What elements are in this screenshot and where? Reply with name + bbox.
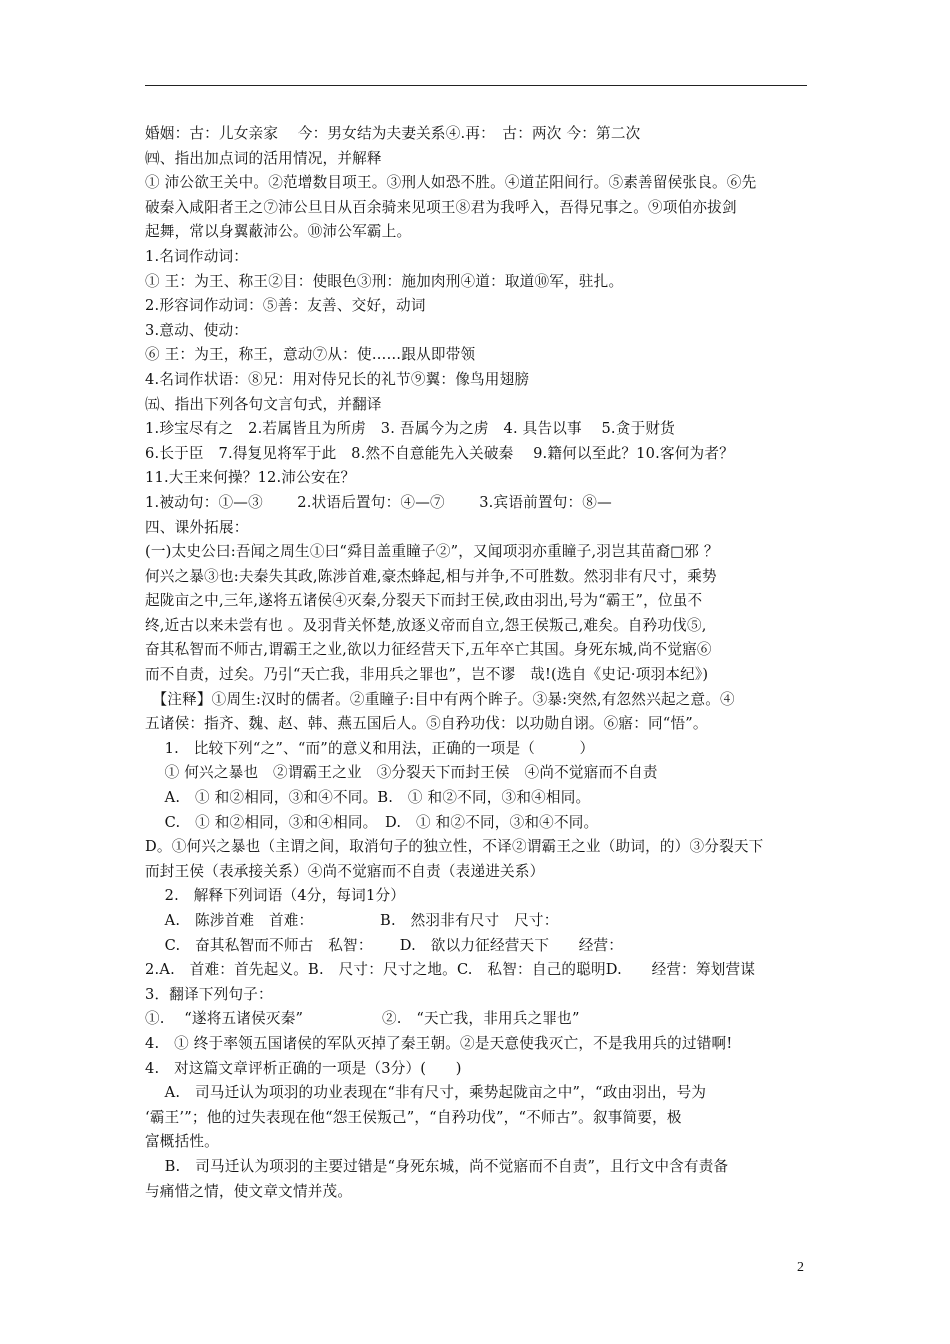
text-line: C. ① 和②相同，③和④相同。 D. ① 和②不同，③和④不同。 xyxy=(145,813,599,831)
text-line: 11.大王来何操？12.沛公安在？ xyxy=(145,469,356,487)
text-line: 4. ① 终于率领五国诸侯的军队灭掉了秦王朝。②是天意使我灭亡，不是我用兵的过错啊! xyxy=(145,1034,733,1052)
text-line: 奋其私智而不师古,谓霸王之业,欲以力征经营天下,五年卒亡其国。身死东城,尚不觉寤⑥ xyxy=(145,641,712,659)
text-line: B. 司马迁认为项羽的主要过错是“身死东城，尚不觉寤而不自责”，且行文中含有责备 xyxy=(145,1157,729,1175)
text-line: A. ① 和②相同，③和④不同。B. ① 和②不同，③和④相同。 xyxy=(145,789,591,807)
text-line: (一)太史公曰:吾闻之周生①曰“舜目盖重瞳子②”，又闻项羽亦重瞳子,羽岂其苗裔□邪 ？ xyxy=(145,543,719,561)
text-line: ㈣、指出加点词的活用情况，并解释 xyxy=(145,149,382,167)
text-line: ⑥ 王：为王，称王，意动⑦从：使……跟从即带领 xyxy=(145,346,476,364)
text-line: 何兴之暴③也:夫秦失其政,陈涉首难,豪杰蜂起,相与并争,不可胜数。然羽非有尺寸，乘势 xyxy=(145,567,717,585)
text-line: C. 奋其私智而不师古 私智： D. 欲以力征经营天下 经营： xyxy=(145,936,624,954)
text-line: 3．翻译下列句子： xyxy=(145,985,273,1003)
text-line: 起陇亩之中,三年,遂将五诸侯④灭秦,分裂天下而封王侯,政由羽出,号为“霸王”，位虽不 xyxy=(145,592,703,610)
text-line: 起舞，常以身翼蔽沛公。⑩沛公军霸上。 xyxy=(145,223,412,241)
text-line: ① 沛公欲王关中。②范增数目项王。③刑人如恐不胜。④道芷阳间行。⑤素善留侯张良。⑥先 xyxy=(145,174,757,192)
text-line: 1.名词作动词： xyxy=(145,247,249,265)
text-line: 4.名词作状语：⑧兄：用对侍兄长的礼节⑨翼：像鸟用翅膀 xyxy=(145,370,530,388)
text-line: D。①何兴之暴也（主谓之间，取消句子的独立性，不译②谓霸王之业（助词，的）③分裂天下 xyxy=(145,838,764,856)
header-rule xyxy=(145,85,807,86)
page-number: 2 xyxy=(797,1260,804,1275)
text-line: ‘霸王’”；他的过失表现在他“怨王侯叛己”，“自矜功伐”，“不师古”。叙事简要，极 xyxy=(145,1108,682,1126)
text-line: 3.意动、使动： xyxy=(145,321,249,339)
text-line: 2.A. 首难：首先起义。B. 尺寸：尺寸之地。C. 私智：自己的聪明D. 经营：筹划营谋 xyxy=(145,961,756,979)
text-line: 【注释】①周生:汉时的儒者。②重瞳子:目中有两个眸子。③暴:突然,有忽然兴起之意。④ xyxy=(145,690,735,708)
text-line: A. 陈涉首难 首难： B. 然羽非有尺寸 尺寸： xyxy=(145,912,559,929)
text-line: 而不自责，过矣。乃引“天亡我，非用兵之罪也”，岂不谬 哉!(选自《史记·项羽本纪》) xyxy=(145,666,709,684)
text-line: 6.长于臣 7.得复见将军于此 8.然不自意能先入关破秦 9.籍何以至此？10.客何为者？ xyxy=(145,444,734,462)
text-line: 终,近古以来未尝有也 。及羽背关怀楚,放逐义帝而自立,怨王侯叛己,难矣。自矜功伐⑤, xyxy=(145,616,707,634)
text-line: 1. 比较下列“之”、“而”的意义和用法，正确的一项是（ ） xyxy=(145,739,595,757)
text-line: 1.珍宝尽有之 2.若属皆且为所虏 3. 吾属今为之虏 4. 具告以事 5.贪于财货 xyxy=(145,420,675,438)
text-line: 五诸侯：指齐、魏、赵、韩、燕五国后人。⑤自矜功伐：以功勋自诩。⑥寤：同“悟”。 xyxy=(145,715,708,733)
text-line: ㈤、指出下列各句文言句式，并翻译 xyxy=(145,395,382,413)
text-line: ① 何兴之暴也 ②谓霸王之业 ③分裂天下而封王侯 ④尚不觉寤而不自责 xyxy=(145,764,658,782)
text-line: A. 司马迁认为项羽的功业表现在“非有尺寸，乘势起陇亩之中”，“政由羽出，号为 xyxy=(145,1084,707,1102)
text-line: 2.形容词作动词：⑤善：友善、交好，动词 xyxy=(145,297,426,315)
text-line: 四、课外拓展： xyxy=(145,518,249,536)
text-line: 1.被动句：①—③ 2.状语后置句：④—⑦ 3.宾语前置句：⑧— xyxy=(145,493,612,511)
text-line: ①. “遂将五诸侯灭秦” ②. “天亡我，非用兵之罪也” xyxy=(145,1010,580,1028)
text-line: 富概括性。 xyxy=(145,1133,219,1151)
text-line: 婚姻：古：儿女亲家 今：男女结为夫妻关系④.再： 古：两次 今：第二次 xyxy=(145,125,641,142)
text-line: 破秦入咸阳者王之⑦沛公旦日从百余骑来见项王⑧君为我呼入，吾得兄事之。⑨项伯亦拔剑 xyxy=(145,198,737,216)
text-line: ① 王：为王、称王②目：使眼色③刑：施加肉刑④道：取道⑩军，驻扎。 xyxy=(145,272,624,290)
text-line: 4. 对这篇文章评析正确的一项是（3分）( ) xyxy=(145,1059,462,1077)
document-body xyxy=(145,122,815,1204)
text-line: 而封王侯（表承接关系）④尚不觉寤而不自责（表递进关系） xyxy=(145,862,545,880)
text-line: 与痛惜之情，使文章文情并茂。 xyxy=(145,1182,353,1200)
text-line: 2. 解释下列词语（4分，每词1分） xyxy=(145,887,406,905)
